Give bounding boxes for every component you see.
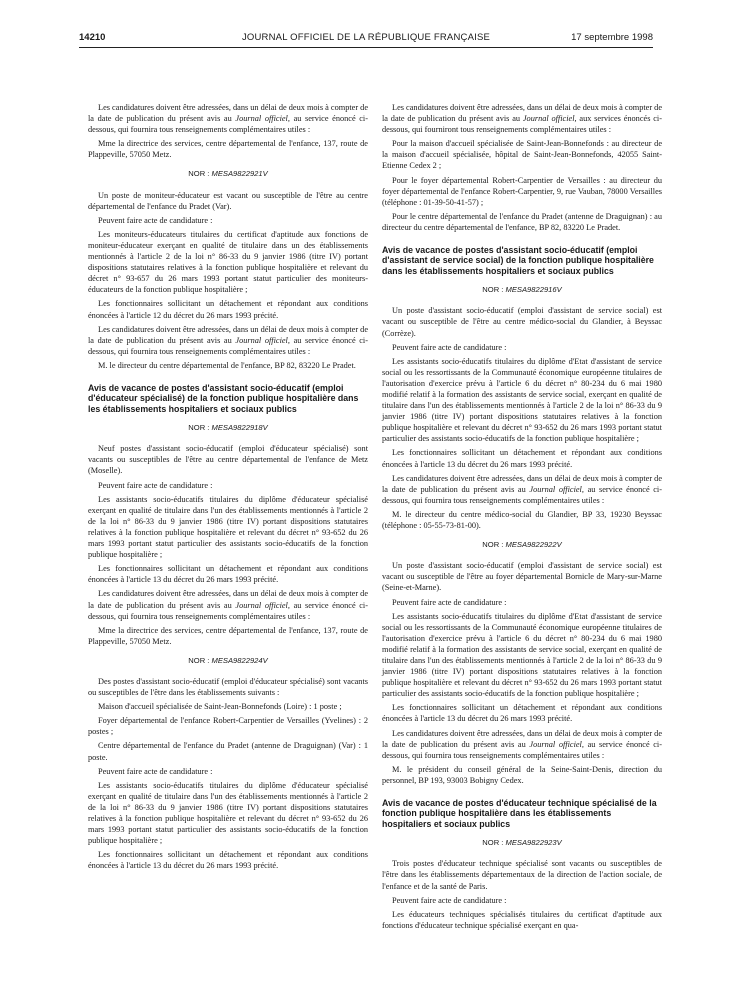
- nor-reference: [382, 284, 662, 295]
- paragraph: Mme la directrice des services, centre départemental de l'enfance, 137, route de Plappeville, 57050 Metz.: [88, 139, 368, 160]
- section-title: Avis de vacance de postes d'éducateur technique spécialisé de la fonction publique hospitalière dans les établissements hospitaliers et sociaux publics: [382, 798, 657, 829]
- nor-label: NOR :: [482, 838, 504, 848]
- section-title: Avis de vacance de postes d'assistant socio-éducatif (emploi d'éducateur spécialisé) de la fonction publique hospitalière dans les établissements hospitaliers et sociaux publics: [88, 382, 359, 414]
- paragraph: Les fonctionnaires sollicitant un détachement et répondant aux conditions énoncées à l'article 13 du décret du 26 mars 1993 précité.: [88, 564, 368, 585]
- paragraph: Pour le foyer départemental Robert-Carpentier de Versailles : au directeur du foyer départemental de l'enfance Robert-Carpentier, 9, rue Vauban, 78000 Versailles (téléphone : 01-39-50-41-57) ;: [382, 175, 662, 207]
- paragraph: Les assistants socio-éducatifs titulaires du diplôme d'éducateur spécialisé exerçant en qualité de titulaire dans l'un des établissements mentionnés à l'article 2 de la loi n° 86-33 du 9 janvier 1986 (titre IV) portant dispositions statutaires relatives à la fonction publique hospitalière et relevant du décret n° 93-652 du 26 mars 1993 portant statut particulier des assistants socio-éducatifs de la fonction publique hospitalière ;: [88, 494, 368, 560]
- paragraph: Les candidatures doivent être adressées, dans un délai de deux mois à compter de la date de publication du présent avis au Journal officiel, au service énoncé ci-dessous, qui fournira tous renseignements complémentaires utiles :: [88, 589, 369, 621]
- nor-code: MESA9822924V: [211, 655, 268, 665]
- nor-code: MESA9822922V: [505, 540, 562, 550]
- nor-reference: [382, 837, 662, 848]
- nor-code: MESA9822916V: [505, 285, 562, 295]
- paragraph: Foyer départemental de l'enfance Robert-Carpentier de Versailles (Yvelines) : 2 postes ;: [88, 716, 368, 737]
- paragraph: M. le directeur du centre médico-social du Glandier, BP 33, 19230 Beyssac (téléphone : 05-55-73-81-00).: [382, 509, 662, 531]
- header-rule: [79, 47, 653, 48]
- section-title: Avis de vacance de postes d'assistant socio-éducatif (emploi d'assistant de service social) de la fonction publique hospitalière dans les établissements hospitaliers et sociaux publics: [382, 245, 654, 276]
- nor-reference: [382, 539, 662, 550]
- paragraph: Peuvent faire acte de candidature :: [392, 895, 507, 905]
- paragraph: Les moniteurs-éducateurs titulaires du certificat d'aptitude aux fonctions de moniteur-éducateur exerçant en qualité de titulaire dans un des établissements mentionnés à l'article 2 de la loi n° 86-33 du 9 janvier 1986 (titre IV) portant dispositions statutaires relatives à la fonction publique hospitalière et relevant du décret n° 93-657 du 26 mars 1993 portant statut particulier des moniteurs-éducateurs de la fonction publique hospitalière ;: [88, 229, 368, 295]
- paragraph: Les candidatures doivent être adressées, dans un délai de deux mois à compter de la date de publication du présent avis au Journal officiel, au service énoncé ci-dessous, qui fournira tous renseignements complémentaires utiles :: [88, 324, 369, 356]
- page-number: 14210: [79, 32, 106, 43]
- paragraph: Les fonctionnaires sollicitant un détachement et répondant aux conditions énoncées à l'article 13 du décret du 26 mars 1993 précité.: [88, 850, 368, 871]
- left-column: [88, 102, 368, 874]
- paragraph: Les fonctionnaires sollicitant un détachement et répondant aux conditions énoncées à l'article 13 du décret du 26 mars 1993 précité.: [382, 703, 662, 724]
- paragraph: Les candidatures doivent être adressées, dans un délai de deux mois à compter de la date de publication du présent avis au Journal officiel, au service énoncé ci-dessous, qui fournira tous renseignements complémentaires utiles :: [382, 473, 663, 505]
- paragraph: Les candidatures doivent être adressées, dans un délai de deux mois à compter de la date de publication du présent avis au Journal officiel, au service énoncé ci-dessous, qui fournira tous renseignements complémentaires utiles :: [382, 728, 663, 760]
- nor-label: NOR :: [482, 540, 504, 550]
- nor-reference: [88, 655, 368, 666]
- paragraph: Des postes d'assistant socio-éducatif (emploi d'éducateur spécialisé) sont vacants ou susceptibles de l'être dans les établissements suivants :: [88, 676, 368, 698]
- paragraph: Les candidatures doivent être adressées, dans un délai de deux mois à compter de la date de publication du présent avis au Journal officiel, au service énoncé ci-dessous, qui fournira tous renseignements complémentaires utiles :: [88, 103, 369, 135]
- paragraph: Peuvent faire acte de candidature :: [98, 215, 213, 225]
- paragraph: Mme la directrice des services, centre départemental de l'enfance, 137, route de Plappeville, 57050 Metz.: [88, 625, 368, 646]
- paragraph: Un poste d'assistant socio-éducatif (emploi d'assistant de service social) est vacant ou susceptible de l'être au centre médico-social du Glandier, à Beyssac (Corrèze).: [382, 306, 662, 338]
- page-header: [79, 30, 653, 46]
- paragraph: Pour la maison d'accueil spécialisée de Saint-Jean-Bonnefonds : au directeur de la maison d'accueil spécialisée, hôpital de Saint-Jean-Bonnefonds, 42055 Saint-Etienne Cedex 2 ;: [382, 139, 662, 171]
- nor-reference: [88, 422, 368, 433]
- nor-reference: [88, 168, 368, 179]
- paragraph: Pour le centre départemental de l'enfance du Pradet (antenne de Draguignan) : au directeur du centre départemental de l'enfance, BP 82, 83220 Le Pradet.: [382, 211, 662, 232]
- right-column: [382, 102, 662, 934]
- paragraph: Les assistants socio-éducatifs titulaires du diplôme d'éducateur spécialisé exerçant en qualité de titulaire dans l'un des établissements mentionnés à l'article 2 de la loi n° 86-33 du 9 janvier 1986 (titre IV) portant dispositions statutaires relatives à la fonction publique hospitalière et relevant du décret n° 93-652 du 26 mars 1993 portant statut particulier des assistants socio-éducatifs de la fonction publique hospitalière ;: [88, 780, 368, 846]
- paragraph: Trois postes d'éducateur technique spécialisé sont vacants ou susceptibles de l'être dans les établissements départementaux de la direction de l'action sociale, de l'enfance et de la santé de Paris.: [382, 859, 662, 891]
- nor-label: NOR :: [188, 655, 210, 665]
- nor-code: MESA9822921V: [211, 169, 268, 179]
- paragraph: Les fonctionnaires sollicitant un détachement et répondant aux conditions énoncées à l'article 12 du décret du 26 mars 1993 précité.: [88, 299, 368, 320]
- paragraph: Peuvent faire acte de candidature :: [98, 766, 213, 776]
- paragraph: Les assistants socio-éducatifs titulaires du diplôme d'Etat d'assistant de service social ou les ressortissants de la Communauté économique européenne titulaires de l'autorisation d'exercice prévu à l'article 6 du décret n° 80-234 du 6 mai 1980 modifié relatif à la formation des assistants de service social, exerçant en qualité de titulaire dans l'un des établissements mentionnés à l'article 2 de la loi n° 86-33 du 9 janvier 1986 (titre IV) portant dispositions statutaires relatives à la fonction publique hospitalière et relevant du décret n° 93-652 du 26 mars 1993 portant statut particulier des assistants socio-éducatifs de la fonction publique hospitalière ;: [382, 356, 662, 444]
- paragraph: Un poste de moniteur-éducateur est vacant ou susceptible de l'être au centre départemental de l'enfance du Pradet (Var).: [88, 190, 368, 211]
- nor-label: NOR :: [188, 423, 210, 433]
- nor-label: NOR :: [482, 285, 504, 295]
- paragraph: Un poste d'assistant socio-éducatif (emploi d'assistant de service social) est vacant ou susceptible de l'être au foyer départemental Bornicle de Mary-sur-Marne (Seine-et-Marne).: [382, 561, 662, 593]
- paragraph: Maison d'accueil spécialisée de Saint-Jean-Bonnefonds (Loire) : 1 poste ;: [98, 702, 342, 712]
- nor-code: MESA9822923V: [505, 838, 562, 848]
- paragraph: Neuf postes d'assistant socio-éducatif (emploi d'éducateur spécialisé) sont vacants ou susceptibles de l'être au centre départemental de l'enfance de Metz (Moselle).: [88, 444, 368, 476]
- journal-title: JOURNAL OFFICIEL DE LA RÉPUBLIQUE FRANÇAISE: [241, 32, 491, 43]
- paragraph: Peuvent faire acte de candidature :: [98, 480, 213, 490]
- paragraph: M. le directeur du centre départemental de l'enfance, BP 82, 83220 Le Pradet.: [98, 360, 356, 370]
- paragraph: Peuvent faire acte de candidature :: [392, 597, 507, 607]
- paragraph: Peuvent faire acte de candidature :: [392, 342, 507, 352]
- nor-label: NOR :: [188, 169, 210, 179]
- paragraph: Les fonctionnaires sollicitant un détachement et répondant aux conditions énoncées à l'article 13 du décret du 26 mars 1993 précité.: [382, 448, 662, 469]
- paragraph: Les candidatures doivent être adressées, dans un délai de deux mois à compter de la date de publication du présent avis au Journal officiel, aux services énoncés ci-dessous, qui fourniront tous renseignements complémentaires utiles :: [382, 103, 663, 135]
- paragraph: Les assistants socio-éducatifs titulaires du diplôme d'Etat d'assistant de service social ou les ressortissants de la Communauté économique européenne titulaires de l'autorisation d'exercice prévu à l'article 6 du décret n° 80-234 du 6 mai 1980 modifié relatif à la formation des assistants de service social, exerçant en qualité de titulaire dans l'un des établissements mentionnés à l'article 2 de la loi n° 86-33 du 9 janvier 1986 (titre IV) portant dispositions statutaires relatives à la fonction publique hospitalière et relevant du décret n° 93-652 du 26 mars 1993 portant statut particulier des assistants socio-éducatifs de la fonction publique hospitalière ;: [382, 611, 662, 699]
- paragraph: Centre départemental de l'enfance du Pradet (antenne de Draguignan) (Var) : 1 poste.: [88, 741, 368, 762]
- issue-date: 17 septembre 1998: [571, 32, 653, 43]
- paragraph: M. le président du conseil général de la Seine-Saint-Denis, direction du personnel, BP 193, 93003 Bobigny Cedex.: [382, 764, 662, 785]
- nor-code: MESA9822918V: [211, 423, 268, 433]
- paragraph: Les éducateurs techniques spécialisés titulaires du certificat d'aptitude aux fonctions d'éducateur technique spécialisé exerçant en qua-: [382, 909, 662, 930]
